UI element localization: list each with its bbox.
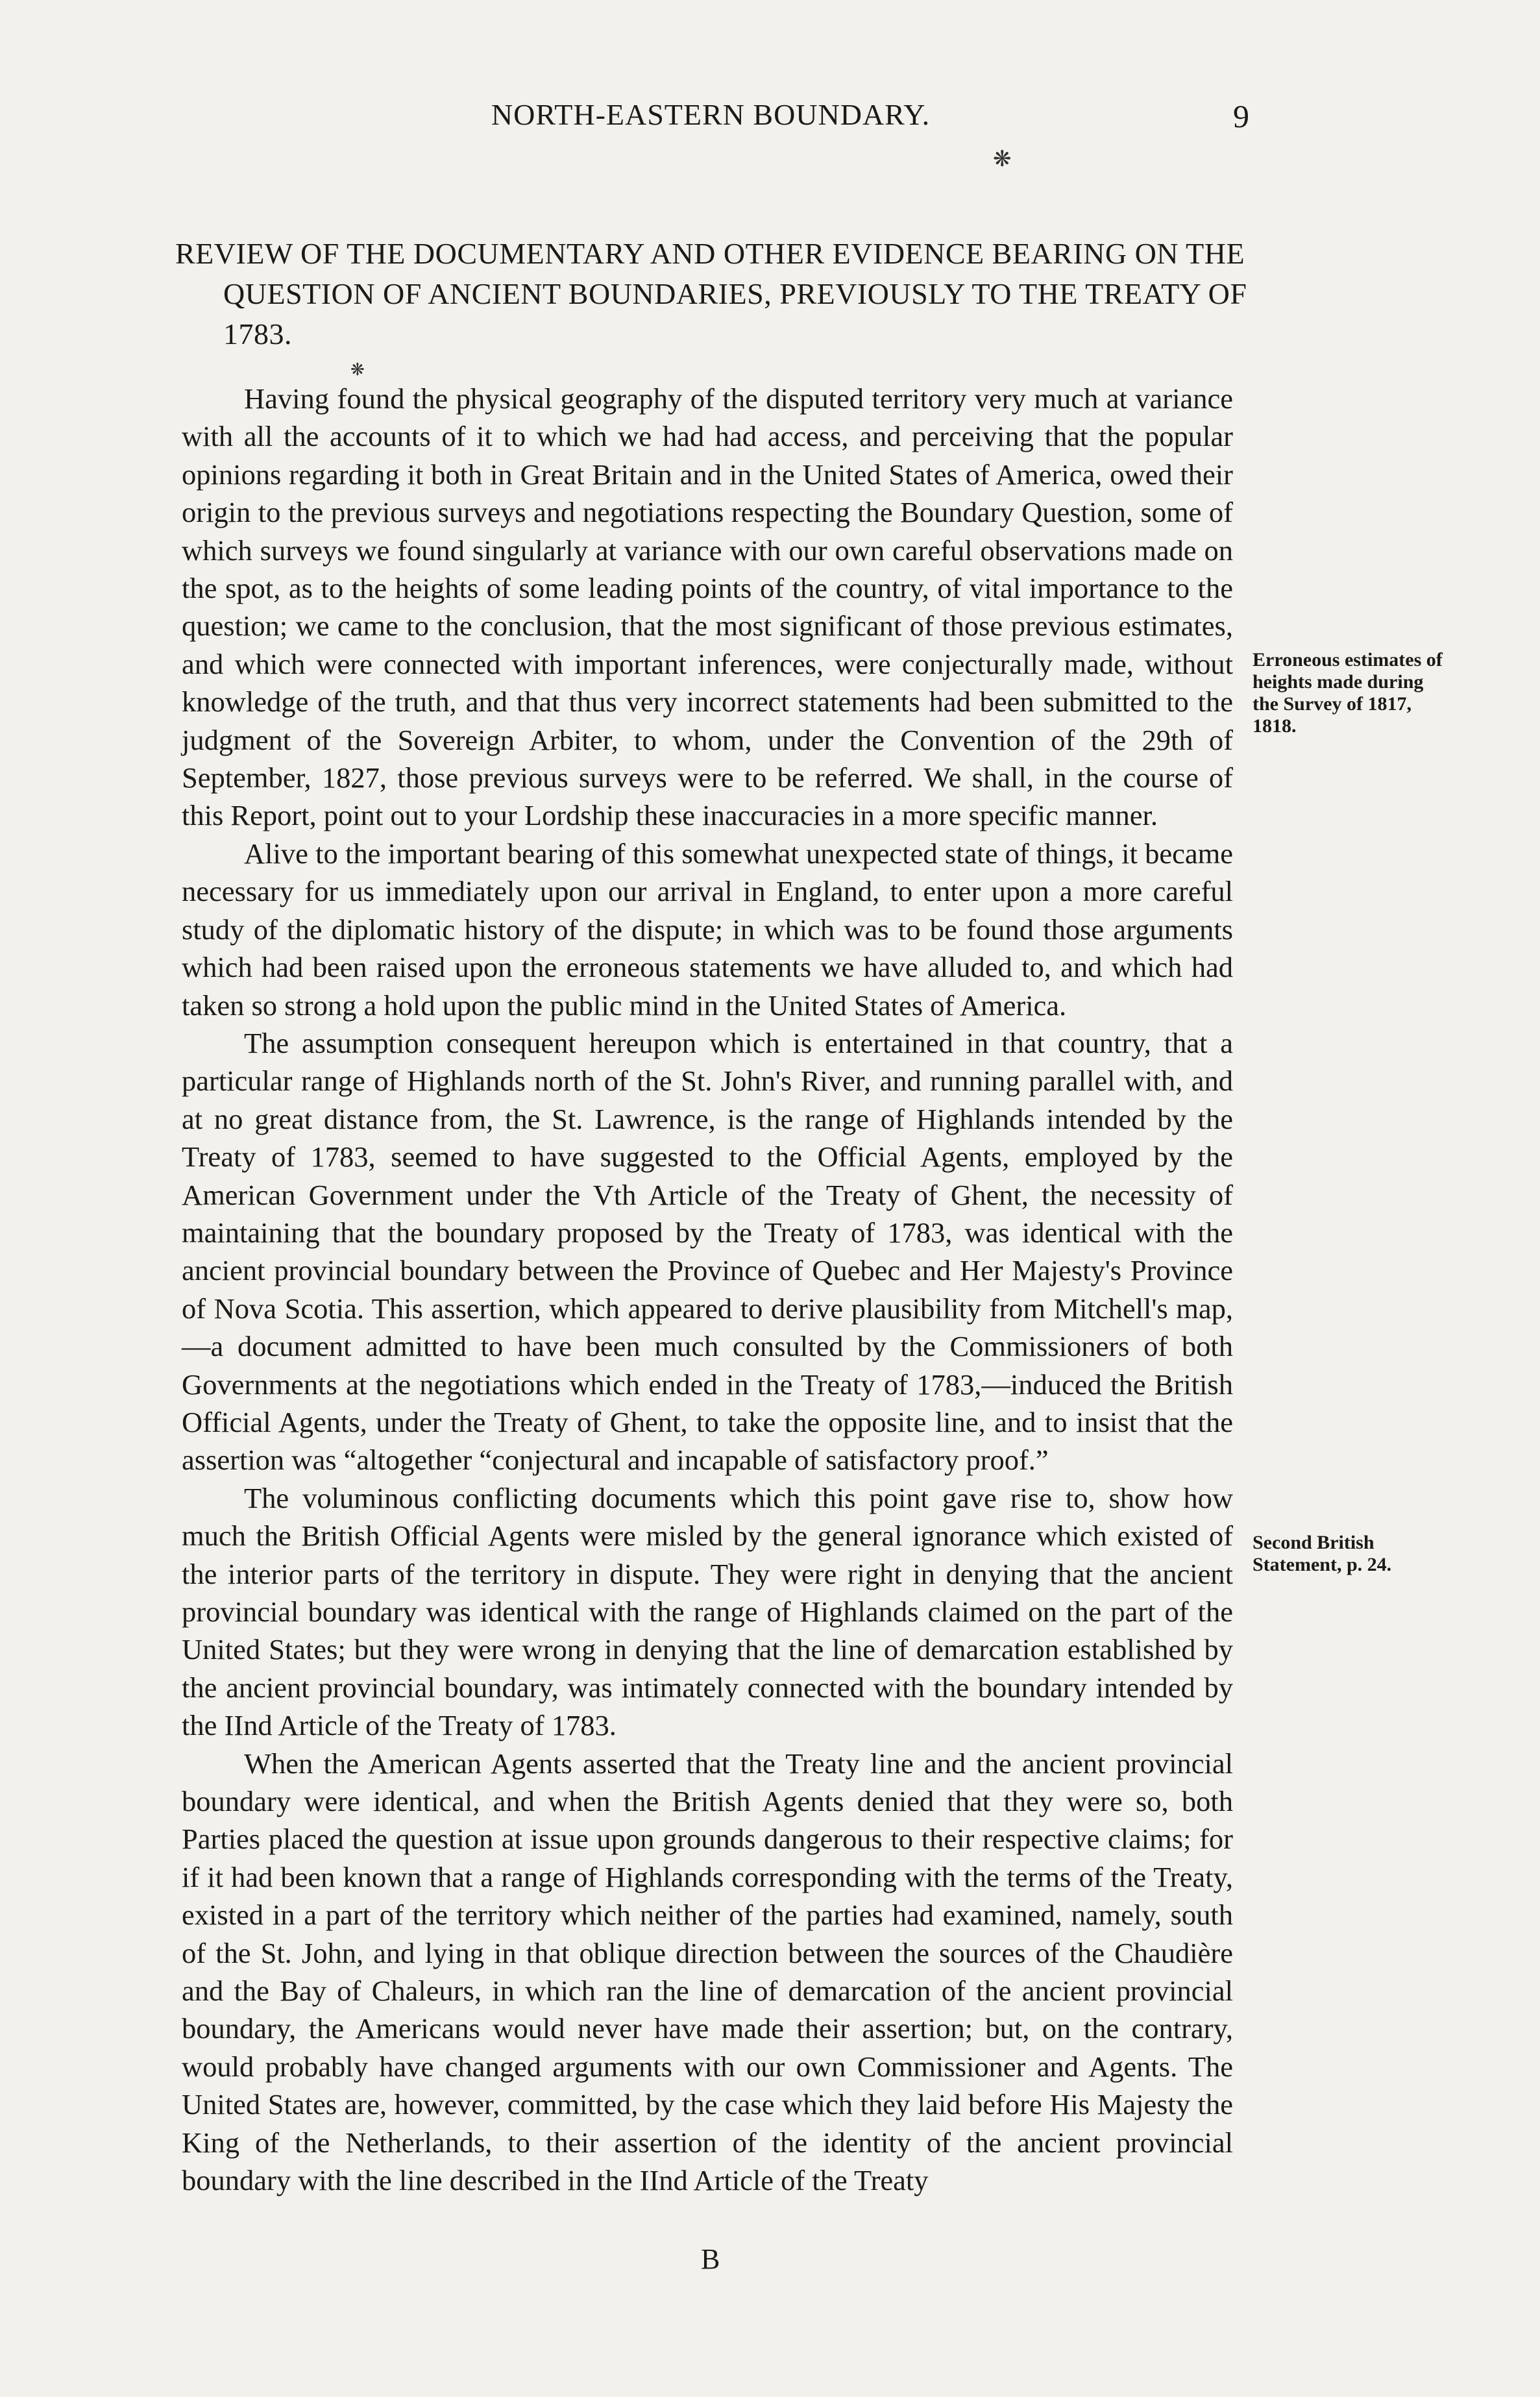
signature-mark: B: [701, 2243, 720, 2275]
running-head: NORTH-EASTERN BOUNDARY.: [491, 98, 931, 131]
paragraph: Alive to the important bearing of this somewhat unexpected state of things, it became necessary for us immediately upon our arrival in England, to enter upon a more careful study of the diplomatic history of the dispute; in which was to be found those arguments which had been raised upon the erroneous statements we have alluded to, and which had taken so strong a hold upon the public mind in the United States of America.: [182, 837, 1233, 1022]
paragraph: The assumption consequent hereupon which is entertained in that country, that a particular range of Highlands north of the St. John's River, and running parallel with, and at no great distance from, the St. Lawrence, is the range of Highlands intended by the Treaty of 1783, seemed to have suggested to the Official Agents, employed by the American Government under the Vth Article of the Treaty of Ghent, the necessity of maintaining that the boundary proposed by the Treaty of 1783, was identical with the ancient provincial boundary between the Province of Quebec and Her Majesty's Province of Nova Scotia. This assertion, which appeared to derive plausibility from Mitchell's map,—a document admitted to have been much consulted by the Commissioners of both Governments at the negotiations which ended in the Treaty of 1783,—induced the British Official Agents, under the Treaty of Ghent, to take the opposite line, and to insist that the assertion was “altogether “conjectural and incapable of satisfactory proof.”: [182, 1026, 1233, 1477]
printer-ornament: ❋: [993, 147, 1012, 171]
marginal-note: Second British Statement, p. 24.: [1253, 1532, 1392, 1575]
printer-ornament: ❋: [350, 360, 365, 379]
paragraph: The voluminous conflicting documents which this point gave rise to, show how much the British Official Agents were misled by the general ignorance which existed of the interior parts of the territory in dispute. They were right in denying that the ancient provincial boundary was identical with the range of Highlands claimed on the part of the United States; but they were wrong in denying that the line of demarcation established by the ancient provincial boundary, was intimately connected with the boundary intended by the IInd Article of the Treaty of 1783.: [182, 1481, 1233, 1742]
section-title: REVIEW OF THE DOCUMENTARY AND OTHER EVIDENCE BEARING ON THE QUESTION OF ANCIENT BOUNDARIES, PREVIOUSLY TO THE TREATY OF 1783.: [175, 237, 1247, 350]
page-number: 9: [1233, 98, 1249, 134]
paragraph: Having found the physical geography of the disputed territory very much at variance with all the accounts of it to which we had had access, and perceiving that the popular opinions regarding it both in Great Britain and in the United States of America, owed their origin to the previous surveys and negotiations respecting the Boundary Question, some of which surveys we found singularly at variance with our own careful observations made on the spot, as to the heights of some leading points of the country, of vital importance to the question; we came to the conclusion, that the most significant of those previous estimates, and which were connected with important inferences, were conjecturally made, without knowledge of the truth, and that thus very incorrect statements had been submitted to the judgment of the Sovereign Arbiter, to whom, under the Convention of the 29th of September, 1827, those previous surveys were to be referred. We shall, in the course of this Report, point out to your Lordship these inaccuracies in a more specific manner.: [182, 382, 1233, 832]
paragraph: When the American Agents asserted that the Treaty line and the ancient provincial boundary were identical, and when the British Agents denied that they were so, both Parties placed the question at issue upon grounds dangerous to their respective claims; for if it had been known that a range of Highlands corresponding with the terms of the Treaty, existed in a part of the territory which neither of the parties had examined, namely, south of the St. John, and lying in that oblique direction between the sources of the Chaudière and the Bay of Chaleurs, in which ran the line of demarcation of the ancient provincial boundary, the Americans would never have made their assertion; but, on the contrary, would probably have changed arguments with our own Commissioner and Agents. The United States are, however, committed, by the case which they laid before His Majesty the King of the Netherlands, to their assertion of the identity of the ancient provincial boundary with the line described in the IInd Article of the Treaty: [182, 1747, 1233, 2197]
marginal-note: Erroneous estimates of heights made during the Survey of 1817, 1818.: [1253, 649, 1443, 737]
body-text: [182, 380, 1233, 2200]
